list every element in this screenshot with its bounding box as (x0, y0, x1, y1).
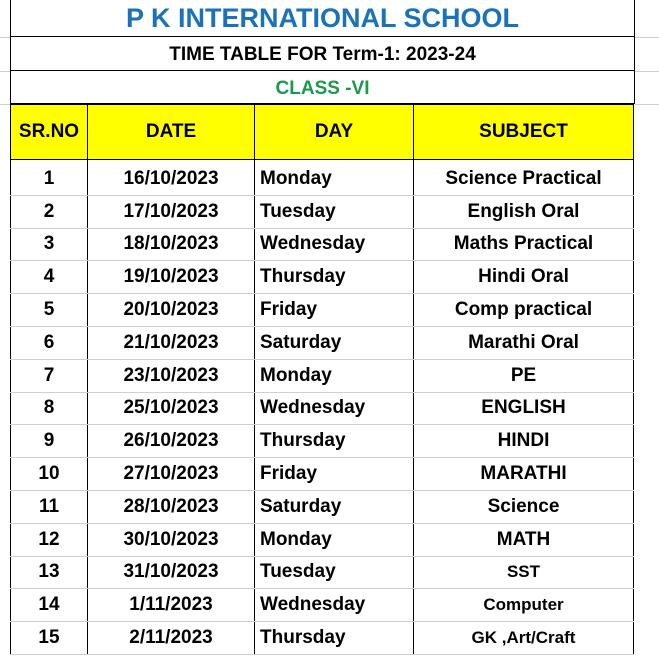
table-row (11, 425, 634, 458)
cell-date: 17/10/2023 (88, 195, 255, 228)
cell-sr-no: 10 (11, 458, 88, 491)
cell-subject: SST (414, 556, 634, 589)
cell-day: Thursday (255, 261, 414, 294)
cell-subject: MATH (414, 523, 634, 556)
table-row (11, 163, 634, 195)
cell-date: 16/10/2023 (88, 163, 255, 195)
cell-day: Friday (255, 294, 414, 327)
cell-date: 27/10/2023 (88, 458, 255, 491)
cell-sr-no: 15 (11, 622, 88, 655)
cell-sr-no: 2 (11, 195, 88, 228)
cell-date: 19/10/2023 (88, 261, 255, 294)
cell-sr-no: 6 (11, 326, 88, 359)
table-row (11, 589, 634, 622)
cell-sr-no: 13 (11, 556, 88, 589)
cell-day: Thursday (255, 425, 414, 458)
cell-sr-no: 14 (11, 589, 88, 622)
table-row (11, 392, 634, 425)
cell-date: 23/10/2023 (88, 359, 255, 392)
table-row (11, 228, 634, 261)
cell-sr-no: 11 (11, 490, 88, 523)
cell-sr-no: 4 (11, 261, 88, 294)
cell-date: 21/10/2023 (88, 326, 255, 359)
table-row (11, 294, 634, 327)
cell-sr-no: 8 (11, 392, 88, 425)
cell-day: Saturday (255, 326, 414, 359)
cell-subject: PE (414, 359, 634, 392)
table-row (11, 490, 634, 523)
school-name: P K INTERNATIONAL SCHOOL (10, 0, 635, 37)
cell-subject: Hindi Oral (414, 261, 634, 294)
cell-date: 18/10/2023 (88, 228, 255, 261)
cell-date: 31/10/2023 (88, 556, 255, 589)
table-row (11, 326, 634, 359)
cell-day: Thursday (255, 622, 414, 655)
table-header-row (11, 105, 634, 160)
cell-sr-no: 7 (11, 359, 88, 392)
timetable-table (10, 104, 634, 655)
left-gridlines (0, 0, 10, 659)
cell-sr-no: 5 (11, 294, 88, 327)
cell-day: Friday (255, 458, 414, 491)
header-date: DATE (88, 105, 255, 160)
cell-day: Wednesday (255, 589, 414, 622)
cell-date: 1/11/2023 (88, 589, 255, 622)
header-day: DAY (255, 105, 414, 160)
cell-subject: Marathi Oral (414, 326, 634, 359)
cell-day: Wednesday (255, 228, 414, 261)
cell-sr-no: 3 (11, 228, 88, 261)
cell-subject: Maths Practical (414, 228, 634, 261)
cell-day: Tuesday (255, 195, 414, 228)
cell-day: Monday (255, 359, 414, 392)
cell-day: Wednesday (255, 392, 414, 425)
cell-subject: GK ,Art/Craft (414, 622, 634, 655)
cell-subject: MARATHI (414, 458, 634, 491)
cell-date: 25/10/2023 (88, 392, 255, 425)
cell-date: 30/10/2023 (88, 523, 255, 556)
table-row (11, 523, 634, 556)
cell-day: Saturday (255, 490, 414, 523)
cell-day: Tuesday (255, 556, 414, 589)
table-row (11, 556, 634, 589)
right-gridlines (635, 0, 659, 659)
timetable-title: TIME TABLE FOR Term-1: 2023-24 (10, 37, 635, 71)
cell-date: 26/10/2023 (88, 425, 255, 458)
class-label: CLASS -VI (10, 71, 635, 104)
table-row (11, 359, 634, 392)
cell-date: 28/10/2023 (88, 490, 255, 523)
cell-sr-no: 1 (11, 163, 88, 195)
cell-day: Monday (255, 163, 414, 195)
cell-date: 2/11/2023 (88, 622, 255, 655)
cell-day: Monday (255, 523, 414, 556)
table-row (11, 458, 634, 491)
header-sr-no: SR.NO (11, 105, 88, 160)
cell-sr-no: 12 (11, 523, 88, 556)
table-row (11, 622, 634, 655)
cell-subject: Science (414, 490, 634, 523)
header-subject: SUBJECT (414, 105, 634, 160)
cell-subject: ENGLISH (414, 392, 634, 425)
table-row (11, 195, 634, 228)
table-row (11, 261, 634, 294)
cell-subject: English Oral (414, 195, 634, 228)
cell-date: 20/10/2023 (88, 294, 255, 327)
cell-sr-no: 9 (11, 425, 88, 458)
cell-subject: HINDI (414, 425, 634, 458)
cell-subject: Comp practical (414, 294, 634, 327)
timetable-body (11, 160, 634, 655)
cell-subject: Computer (414, 589, 634, 622)
cell-subject: Science Practical (414, 163, 634, 195)
